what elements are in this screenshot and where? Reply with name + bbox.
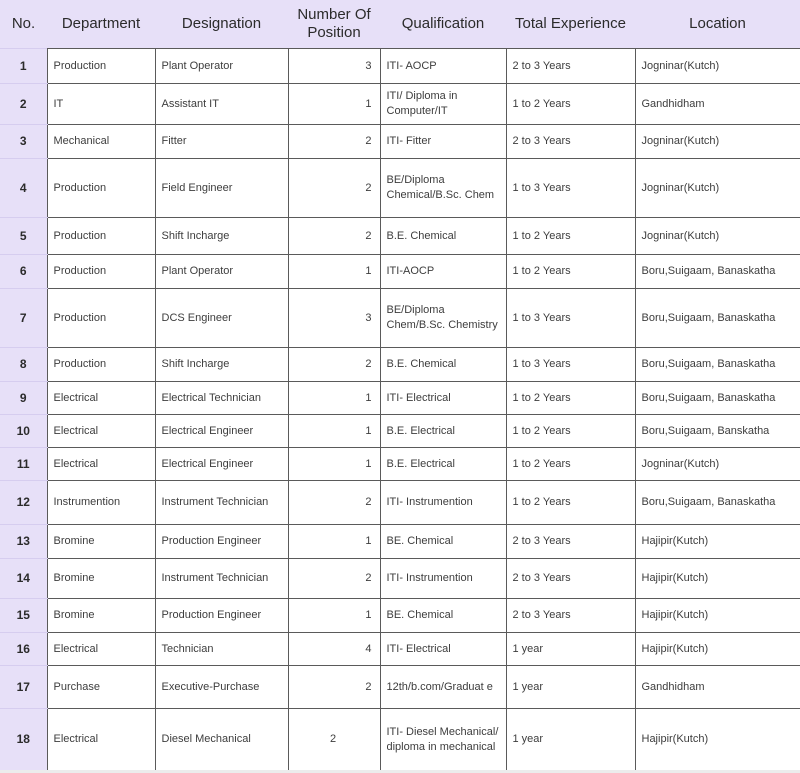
cell-location: Boru,Suigaam, Banaskatha	[635, 255, 800, 289]
header-no: No.	[0, 0, 47, 49]
cell-designation: DCS Engineer	[155, 289, 288, 348]
cell-qualification: B.E. Chemical	[380, 218, 506, 255]
cell-location: Hajipir(Kutch)	[635, 559, 800, 599]
cell-location: Jogninar(Kutch)	[635, 125, 800, 159]
cell-qualification: BE/Diploma Chemical/B.Sc. Chem	[380, 159, 506, 218]
cell-positions: 4	[288, 633, 380, 666]
cell-location: Gandhidham	[635, 666, 800, 709]
cell-no: 18	[0, 709, 47, 771]
cell-qualification: ITI- Instrumention	[380, 481, 506, 525]
cell-positions: 1	[288, 84, 380, 125]
cell-no: 5	[0, 218, 47, 255]
cell-experience: 1 to 2 Years	[506, 84, 635, 125]
cell-qualification: BE/Diploma Chem/B.Sc. Chemistry	[380, 289, 506, 348]
cell-no: 6	[0, 255, 47, 289]
cell-department: Instrumention	[47, 481, 155, 525]
cell-designation: Fitter	[155, 125, 288, 159]
cell-experience: 1 year	[506, 666, 635, 709]
cell-qualification: ITI- Electrical	[380, 633, 506, 666]
cell-no: 16	[0, 633, 47, 666]
header-positions: Number Of Position	[288, 0, 380, 49]
cell-qualification: ITI-AOCP	[380, 255, 506, 289]
cell-positions: 1	[288, 255, 380, 289]
cell-designation: Technician	[155, 633, 288, 666]
cell-designation: Instrument Technician	[155, 559, 288, 599]
table-row	[0, 382, 800, 415]
cell-qualification: B.E. Electrical	[380, 448, 506, 481]
cell-experience: 2 to 3 Years	[506, 125, 635, 159]
cell-no: 15	[0, 599, 47, 633]
cell-department: Bromine	[47, 559, 155, 599]
cell-qualification: ITI/ Diploma in Computer/IT	[380, 84, 506, 125]
cell-experience: 1 to 3 Years	[506, 348, 635, 382]
cell-positions: 2	[288, 666, 380, 709]
cell-qualification: ITI- AOCP	[380, 49, 506, 84]
cell-location: Boru,Suigaam, Banaskatha	[635, 289, 800, 348]
cell-positions: 2	[288, 709, 380, 771]
header-row	[0, 0, 800, 49]
table-body	[0, 49, 800, 771]
table-row	[0, 289, 800, 348]
cell-no: 17	[0, 666, 47, 709]
cell-designation: Production Engineer	[155, 599, 288, 633]
table-row	[0, 559, 800, 599]
header-department: Department	[47, 0, 155, 49]
cell-location: Gandhidham	[635, 84, 800, 125]
cell-qualification: BE. Chemical	[380, 525, 506, 559]
table-row	[0, 49, 800, 84]
cell-positions: 2	[288, 348, 380, 382]
cell-positions: 2	[288, 559, 380, 599]
cell-no: 12	[0, 481, 47, 525]
cell-designation: Diesel Mechanical	[155, 709, 288, 771]
cell-positions: 2	[288, 125, 380, 159]
cell-location: Jogninar(Kutch)	[635, 49, 800, 84]
cell-no: 9	[0, 382, 47, 415]
cell-experience: 1 year	[506, 709, 635, 771]
cell-designation: Assistant IT	[155, 84, 288, 125]
table-row	[0, 709, 800, 771]
cell-experience: 2 to 3 Years	[506, 49, 635, 84]
cell-experience: 2 to 3 Years	[506, 559, 635, 599]
cell-no: 1	[0, 49, 47, 84]
cell-qualification: B.E. Electrical	[380, 415, 506, 448]
cell-positions: 2	[288, 159, 380, 218]
cell-positions: 1	[288, 525, 380, 559]
cell-experience: 1 to 2 Years	[506, 255, 635, 289]
cell-department: Electrical	[47, 448, 155, 481]
cell-experience: 2 to 3 Years	[506, 525, 635, 559]
cell-no: 7	[0, 289, 47, 348]
table-row	[0, 159, 800, 218]
cell-department: IT	[47, 84, 155, 125]
cell-experience: 1 to 3 Years	[506, 159, 635, 218]
cell-department: Purchase	[47, 666, 155, 709]
cell-location: Boru,Suigaam, Banaskatha	[635, 348, 800, 382]
cell-no: 2	[0, 84, 47, 125]
cell-designation: Electrical Engineer	[155, 415, 288, 448]
cell-no: 8	[0, 348, 47, 382]
table-row	[0, 633, 800, 666]
table-row	[0, 481, 800, 525]
cell-experience: 1 to 2 Years	[506, 481, 635, 525]
cell-designation: Plant Operator	[155, 255, 288, 289]
cell-location: Hajipir(Kutch)	[635, 525, 800, 559]
cell-designation: Shift Incharge	[155, 218, 288, 255]
table-row	[0, 125, 800, 159]
cell-qualification: ITI- Electrical	[380, 382, 506, 415]
cell-location: Boru,Suigaam, Banskatha	[635, 415, 800, 448]
cell-department: Electrical	[47, 633, 155, 666]
cell-qualification: 12th/b.com/Graduat e	[380, 666, 506, 709]
cell-department: Electrical	[47, 415, 155, 448]
table-row	[0, 666, 800, 709]
cell-location: Boru,Suigaam, Banaskatha	[635, 481, 800, 525]
table-row	[0, 218, 800, 255]
cell-location: Jogninar(Kutch)	[635, 218, 800, 255]
cell-positions: 2	[288, 481, 380, 525]
cell-positions: 2	[288, 218, 380, 255]
cell-department: Production	[47, 348, 155, 382]
cell-department: Bromine	[47, 525, 155, 559]
cell-department: Electrical	[47, 382, 155, 415]
cell-designation: Electrical Technician	[155, 382, 288, 415]
cell-location: Hajipir(Kutch)	[635, 633, 800, 666]
cell-department: Electrical	[47, 709, 155, 771]
cell-experience: 1 year	[506, 633, 635, 666]
header-location: Location	[635, 0, 800, 49]
cell-location: Jogninar(Kutch)	[635, 159, 800, 218]
cell-designation: Plant Operator	[155, 49, 288, 84]
cell-experience: 1 to 2 Years	[506, 218, 635, 255]
cell-department: Production	[47, 218, 155, 255]
cell-designation: Instrument Technician	[155, 481, 288, 525]
cell-location: Hajipir(Kutch)	[635, 599, 800, 633]
cell-no: 3	[0, 125, 47, 159]
cell-location: Hajipir(Kutch)	[635, 709, 800, 771]
cell-positions: 1	[288, 382, 380, 415]
cell-department: Production	[47, 49, 155, 84]
table-row	[0, 84, 800, 125]
header-experience: Total Experience	[506, 0, 635, 49]
cell-designation: Electrical Engineer	[155, 448, 288, 481]
cell-no: 10	[0, 415, 47, 448]
cell-qualification: B.E. Chemical	[380, 348, 506, 382]
cell-experience: 1 to 3 Years	[506, 289, 635, 348]
cell-location: Boru,Suigaam, Banaskatha	[635, 382, 800, 415]
cell-no: 13	[0, 525, 47, 559]
header-designation: Designation	[155, 0, 288, 49]
cell-qualification: ITI- Fitter	[380, 125, 506, 159]
cell-department: Production	[47, 159, 155, 218]
table-row	[0, 348, 800, 382]
cell-department: Bromine	[47, 599, 155, 633]
table-row	[0, 255, 800, 289]
cell-designation: Production Engineer	[155, 525, 288, 559]
table-row	[0, 448, 800, 481]
cell-designation: Executive-Purchase	[155, 666, 288, 709]
cell-no: 4	[0, 159, 47, 218]
cell-qualification: ITI- Diesel Mechanical/ diploma in mechanical	[380, 709, 506, 771]
header-qualification: Qualification	[380, 0, 506, 49]
table-row	[0, 599, 800, 633]
cell-designation: Shift Incharge	[155, 348, 288, 382]
cell-department: Production	[47, 289, 155, 348]
cell-department: Mechanical	[47, 125, 155, 159]
cell-experience: 1 to 2 Years	[506, 448, 635, 481]
cell-qualification: ITI- Instrumention	[380, 559, 506, 599]
table-row	[0, 415, 800, 448]
cell-no: 14	[0, 559, 47, 599]
cell-experience: 2 to 3 Years	[506, 599, 635, 633]
table-row	[0, 525, 800, 559]
cell-positions: 1	[288, 415, 380, 448]
cell-designation: Field Engineer	[155, 159, 288, 218]
cell-positions: 3	[288, 289, 380, 348]
cell-no: 11	[0, 448, 47, 481]
cell-positions: 3	[288, 49, 380, 84]
cell-department: Production	[47, 255, 155, 289]
cell-experience: 1 to 2 Years	[506, 415, 635, 448]
cell-experience: 1 to 2 Years	[506, 382, 635, 415]
cell-positions: 1	[288, 599, 380, 633]
cell-positions: 1	[288, 448, 380, 481]
cell-location: Jogninar(Kutch)	[635, 448, 800, 481]
cell-qualification: BE. Chemical	[380, 599, 506, 633]
